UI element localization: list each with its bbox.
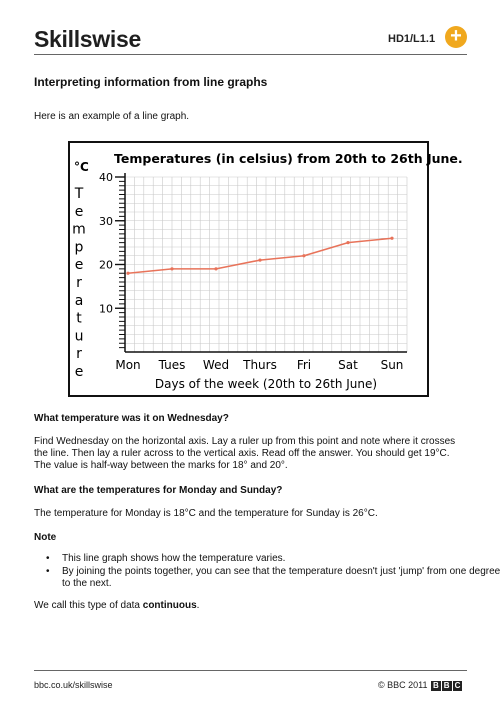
worksheet-code: HD1/L1.1 [388, 33, 436, 45]
note-bullet: • This line graph shows how the temperature varies. [62, 553, 502, 565]
y-axis-label-letter: r [76, 275, 82, 291]
y-axis-label-letter: m [72, 221, 86, 238]
temperature-line-chart [70, 143, 463, 395]
closing-text-start: We call this type of data [34, 600, 143, 611]
x-tick-label: Sun [380, 358, 404, 372]
data-point [258, 259, 261, 262]
footer-url[interactable]: bbc.co.uk/skillswise [34, 680, 113, 690]
y-tick-label: 10 [99, 302, 113, 316]
note-bullet: • By joining the points together, you can see that the temperature doesn't just 'jump' from one degree to the next. [62, 566, 502, 590]
closing-text-bold: continuous [142, 600, 197, 611]
y-axis-label-letter: p [74, 239, 84, 256]
x-axis-label: Days of the week (20th to 26th June) [154, 377, 378, 391]
footer-divider [34, 670, 467, 671]
y-axis-label-letter: T [74, 186, 84, 202]
x-tick-label: Thurs [243, 358, 277, 372]
plus-icon: + [445, 26, 467, 48]
data-point [126, 272, 129, 275]
note-list [34, 553, 502, 591]
page-title: Interpreting information from line graphs [34, 75, 268, 89]
x-tick-label: Fri [296, 358, 312, 372]
y-axis-label-letter: a [74, 292, 84, 309]
question-wednesday-heading: What temperature was it on Wednesday? [34, 413, 229, 424]
x-tick-label: Wed [202, 358, 230, 372]
y-tick-label: 40 [99, 171, 113, 184]
bbc-logo-b1: B [433, 681, 439, 690]
y-axis-label-letter: e [74, 364, 84, 380]
line-graph-panel [68, 141, 463, 397]
footer-copyright [378, 680, 462, 691]
y-tick-label: 20 [99, 258, 113, 272]
question-wednesday-answer: Find Wednesday on the horizontal axis. Lay a ruler up from this point and note where it crosses the line. Then lay a ruler across to the vertical axis. Read off the answer. You should get 19°C. The value is half-way between the marks for 18° and 20°. [34, 436, 456, 471]
data-point [390, 237, 393, 240]
skillswise-logo: Skillswise [34, 26, 141, 52]
y-axis-label-letter: e [74, 257, 84, 274]
note-heading: Note [34, 532, 57, 543]
bbc-logo-b2: B [443, 681, 450, 690]
chart-title: Temperatures (in celsius) from 20th to 26th June. [114, 151, 463, 166]
data-point [302, 254, 305, 257]
data-point [214, 267, 217, 270]
y-axis-label-letter: e [74, 203, 84, 220]
y-axis-label-letter: u [74, 328, 84, 345]
data-point [346, 241, 349, 244]
y-axis-unit: °C [74, 160, 89, 174]
x-tick-label: Sat [338, 358, 358, 372]
question-mon-sun-heading: What are the temperatures for Monday and Sunday? [34, 485, 283, 496]
x-tick-label: Mon [115, 358, 141, 372]
bbc-logo-c: C [454, 681, 461, 690]
y-axis-label-letter: t [76, 310, 82, 327]
header-divider [34, 54, 467, 55]
y-tick-label: 30 [99, 214, 113, 228]
closing-text [34, 600, 469, 612]
closing-text-end: . [196, 600, 200, 611]
copyright-text: © BBC 2011 [378, 680, 428, 690]
y-axis-label-letter: r [76, 346, 82, 363]
intro-text: Here is an example of a line graph. [34, 111, 190, 122]
x-tick-label: Tues [158, 358, 186, 372]
data-point [170, 267, 173, 270]
question-mon-sun-answer: The temperature for Monday is 18°C and the temperature for Sunday is 26°C. [34, 508, 378, 519]
